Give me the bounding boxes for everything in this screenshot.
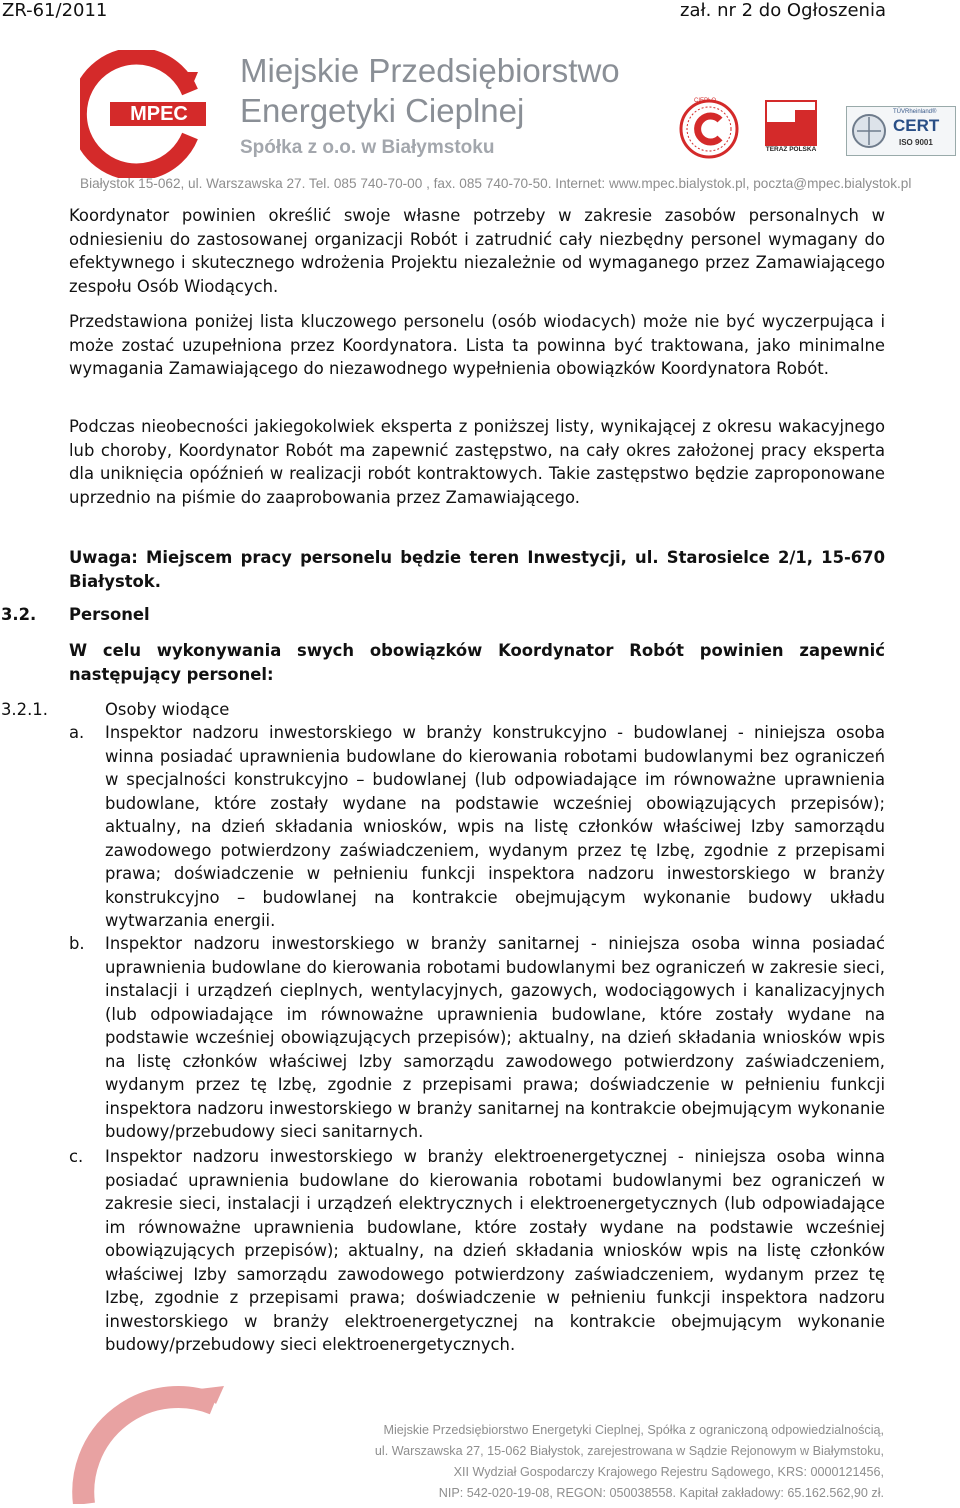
teraz-polska-logo (765, 100, 817, 156)
subsection-title: Osoby wiodące (105, 700, 230, 719)
tuv-cert-logo (846, 106, 956, 156)
paragraph-staffing-needs: Koordynator powinien określić swoje własne potrzeby w zakresie zasobów personalnych w odniesieniu do zastosowanej organizacji Robót i zatrudnić cały niezbędny personel wymagany do efektywnego i skutecznego wdrożenia Projektu niezależnie od wymaganego przez Zamawiającego zespołu Osób Wiodących. (69, 206, 885, 296)
tuv-brand: TÜVRheinland® (893, 109, 937, 115)
footer-line: NIP: 542-020-19-08, REGON: 050038558. Kapitał zakładowy: 65.162.562,90 zł. (438, 1486, 884, 1500)
document-reference: ZR-61/2011 (2, 0, 108, 21)
company-address-line: Białystok 15-062, ul. Warszawska 27. Tel. 085 740-70-00 , fax. 085 740-70-50. Internet: www.mpec.bialystok.pl, poczta@mpec.bialystok.pl (80, 176, 912, 191)
company-name-line2: Energetyki Cieplnej (240, 92, 525, 129)
note-work-location: Uwaga: Miejscem pracy personelu będzie teren Inwestycji, ul. Starosielce 2/1, 15-670 Białystok. (69, 548, 885, 591)
subsection-number: 3.2.1. (1, 700, 48, 719)
polish-quality-label: CIEPŁO (694, 98, 717, 104)
list-item-letter: c. (69, 1147, 84, 1166)
footer-logo-arc (64, 1384, 244, 1504)
section-title: Personel (69, 605, 150, 624)
footer-line: XII Wydział Gospodarczy Krajowego Rejestru Sądowego, KRS: 0000121456, (453, 1465, 884, 1479)
teraz-polska-label: TERAZ POLSKA (765, 146, 817, 153)
list-item-letter: b. (69, 934, 85, 953)
footer-arc-icon (64, 1384, 244, 1504)
company-name-line3: Spółka z o.o. w Białymstoku (240, 137, 495, 158)
polish-quality-logo (678, 98, 740, 160)
tuv-iso-text: ISO 9001 (899, 138, 933, 147)
footer-line: ul. Warszawska 27, 15-062 Białystok, zarejestrowana w Sądzie Rejonowym w Białymstoku, (374, 1444, 884, 1458)
tuv-globe-icon (849, 113, 889, 149)
paragraph-key-personnel-list: Przedstawiona poniżej lista kluczowego personelu (osób wiodacych) może nie być wyczerpująca i może zostać uzupełniona przez Koordynatora. Lista ta powinna być traktowana, jako minimalne wymagania Zamawiającego do niezawodnego wypełnienia obowiązków Koordynatora Robót. (69, 312, 885, 378)
mpec-logo-text: MPEC (130, 103, 188, 125)
footer-company-info (284, 1420, 884, 1504)
tuv-cert-text: CERT (893, 116, 940, 135)
footer-line: Miejskie Przedsiębiorstwo Energetyki Cieplnej, Spółka z ograniczoną odpowiedzialnością, (383, 1423, 884, 1437)
annex-label: zał. nr 2 do Ogłoszenia (680, 0, 886, 21)
section-intro: W celu wykonywania swych obowiązków Koordynator Robót powinien zapewnić następujący personel: (69, 641, 885, 684)
list-item: Inspektor nadzoru inwestorskiego w branży elektroenergetycznej - niniejsza osoba winna posiadać uprawnienia budowlane do kierowania robotami budowlanymi bez ograniczeń w zakresie sieci, instalacji i urządzeń elektrycznych i elektroenergetycznych (lub odpowiadające im równoważne uprawnienia budowlane, które zostały wydane na podstawie wcześniej obowiązujących przepisów); aktualny, na dzień składania wniosków wpis na listę członków właściwej Izby samorządu zawodowego potwierdzony zaświadczeniem, wydanym przez tę Izbę, zgodnie z przepisami prawa; doświadczenie w pełnieniu funkcji inspektora nadzoru inwestorskiego w branży elektroenergetycznej na kontrakcie obejmującym wykonanie budowy/przebudowy sieci elektroenergetycznych. (105, 1147, 885, 1354)
paragraph-absence-substitution: Podczas nieobecności jakiegokolwiek eksperta z poniższej listy, wynikającej z okresu wakacyjnego lub choroby, Koordynator Robót ma zapewnić zastępstwo, na cały okres założonej pracy eksperta dla uniknięcia opóźnień w realizacji robót kontraktowych. Takie zastępstwo będzie zaproponowane uprzednio na piśmie do zaaprobowania przez Zamawiającego. (69, 417, 885, 507)
mpec-logo (80, 50, 210, 178)
list-item: Inspektor nadzoru inwestorskiego w branży konstrukcyjno - budowlanej - niniejsza osoba winna posiadać uprawnienia budowlane do kierowania robotami budowlanymi bez ograniczeń w specjalności konstrukcyjno – budowlanej (lub odpowiadające im równoważne uprawnienia budowlane, które zostały wydane na podstawie wcześniej obowiązujących przepisów); aktualny, na dzień składania wniosków, wpis na listę członków właściwej Izby samorządu zawodowego potwierdzony zaświadczeniem, wydanym przez tę Izbę, zgodnie z przepisami prawa; doświadczenie w pełnieniu funkcji inspektora nadzoru inwestorskiego w branży konstrukcyjno – budowlanej na kontrakcie obejmującym wykonanie budowy układu wytwarzania energii. (105, 723, 885, 930)
company-name-line1: Miejskie Przedsiębiorstwo (240, 52, 620, 89)
polish-quality-icon (678, 98, 740, 160)
section-number: 3.2. (1, 605, 37, 624)
list-item: Inspektor nadzoru inwestorskiego w branży sanitarnej - niniejsza osoba winna posiadać uprawnienia budowlane do kierowania robotami budowlanymi bez ograniczeń w zakresie sieci, instalacji i urządzeń cieplnych, wentylacyjnych, gazowych, wodociągowych i kanalizacyjnych (lub odpowiadające im równoważne uprawnienia budowlane, które zostały wydane na podstawie wcześniej obowiązujących przepisów); aktualny, na dzień składania wniosków wpis na listę członków właściwej Izby samorządu zawodowego potwierdzony zaświadczeniem, wydanym przez tę Izbę, zgodnie z przepisami prawa; doświadczenie w pełnieniu funkcji inspektora nadzoru inwestorskiego w branży sanitarnej na kontrakcie obejmującym wykonanie budowy/przebudowy sieci sanitarnych. (105, 934, 885, 1141)
teraz-polska-icon (765, 100, 817, 146)
list-item-letter: a. (69, 723, 85, 742)
